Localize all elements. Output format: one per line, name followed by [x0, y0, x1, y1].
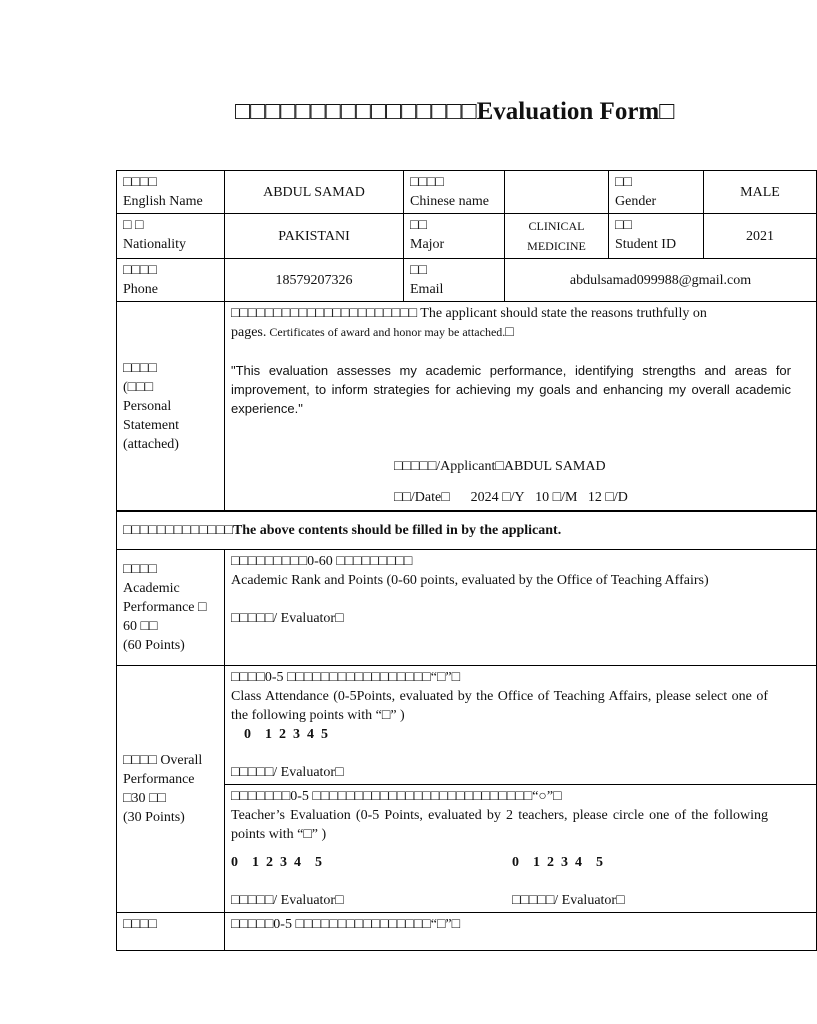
attendance-evaluator: □□□□□/ Evaluator□	[231, 764, 344, 780]
phone-label: □□□□ Phone	[117, 259, 225, 302]
row-applicant-note	[117, 511, 817, 549]
statement-instructions: □□□□□□□□□□□□□□□□□□□□□□ The applicant should state the reasons truthfully on	[231, 306, 707, 321]
applicant-signature: □□□□□/Applicant□ABDUL SAMAD	[394, 459, 606, 474]
major-label: □□ Major	[404, 214, 505, 259]
class-attendance-cell: □□□□0-5 □□□□□□□□□□□□□□□□□“□”□ Class Attendance (0-5Points, evaluated by the Office of Teaching Affairs, please select one of the following points with “□” ) 0 1 2 3 4 5 □□□□□/ Evaluator□	[225, 665, 817, 784]
evaluation-form-table	[116, 170, 817, 951]
teacher-evaluation-cell: □□□□□□□0-5 □□□□□□□□□□□□□□□□□□□□□□□□□□“○”□ Teacher’s Evaluation (0-5 Points, evaluated by 2 teachers, please circle one of the following points with “□” ) 0 1 2 3 4 5 0 1 2 3 4 5 □□□□□/ Evaluator□ □□□□□/ Evaluator□	[225, 784, 817, 912]
teacher-1-scale[interactable]: 0 1 2 3 4 5	[231, 854, 322, 870]
row-phone	[117, 259, 817, 302]
applicant-note: □□□□□□□□□□□□□The above contents should be filled in by the applicant.	[117, 511, 817, 549]
gender-label: □□ Gender	[609, 171, 704, 214]
email-value: abdulsamad099988@gmail.com	[505, 259, 817, 302]
form-title: □□□□□□□□□□□□□□□□Evaluation Form□	[235, 98, 675, 125]
teacher-2-scale[interactable]: 0 1 2 3 4 5	[512, 854, 603, 870]
academic-evaluator: □□□□□/ Evaluator□	[231, 610, 344, 626]
personal-statement-cell: □□□□□□□□□□□□□□□□□□□□□□ The applicant should state the reasons truthfully on pages. Certificates of award and honor may be attached.□ "This evaluation assesses my academic performance, identifying strengths and areas for improvement, to inform strategies for achieving my goals and enhancing my overall academic experience." □□□□□/Applicant□ABDUL SAMAD □□/Date□ 2024 □/Y 10 □/M 12 □/D	[225, 302, 817, 512]
english-name-value: ABDUL SAMAD	[225, 171, 404, 214]
email-label: □□ Email	[404, 259, 505, 302]
major-value: CLINICAL MEDICINE	[505, 214, 609, 259]
last-section-line: □□□□□0-5 □□□□□□□□□□□□□□□□“□”□	[225, 912, 817, 950]
phone-value: 18579207326	[225, 259, 404, 302]
chinese-name-value	[505, 171, 609, 214]
student-id-label: □□ Student ID	[609, 214, 704, 259]
personal-statement-text: "This evaluation assesses my academic performance, identifying strengths and areas for improvement, to inform strategies for achieving my goals and enhancing my overall academic experience."	[231, 363, 791, 416]
row-nationality	[117, 214, 817, 259]
attendance-scale[interactable]: 0 1 2 3 4 5	[244, 726, 328, 742]
overall-performance-label: □□□□ Overall Performance □30 □□ (30 Points)	[117, 665, 225, 912]
row-last-section	[117, 912, 817, 950]
academic-performance-cell: □□□□□□□□□0-60 □□□□□□□□□ Academic Rank and Points (0-60 points, evaluated by the Office of Teaching Affairs) □□□□□/ Evaluator□	[225, 549, 817, 665]
class-attendance-text: Class Attendance (0-5Points, evaluated by the Office of Teaching Affairs, please select one of the following points with “□” )	[231, 688, 768, 723]
academic-rank-line: Academic Rank and Points (0-60 points, evaluated by the Office of Teaching Affairs)	[231, 572, 709, 588]
personal-statement-label: □□□□ (□□□ Personal Statement (attached)	[117, 302, 225, 512]
last-section-label: □□□□	[117, 912, 225, 950]
teacher-evaluation-text: Teacher’s Evaluation (0-5 Points, evaluated by 2 teachers, please circle one of the following points with “□” )	[231, 807, 768, 842]
row-academic-performance	[117, 549, 817, 665]
statement-date: □□/Date□ 2024 □/Y 10 □/M 12 □/D	[394, 490, 628, 505]
nationality-label: □ □ Nationality	[117, 214, 225, 259]
teacher-2-evaluator: □□□□□/ Evaluator□	[512, 892, 625, 908]
gender-value: MALE	[704, 171, 817, 214]
nationality-value: PAKISTANI	[225, 214, 404, 259]
student-id-value: 2021	[704, 214, 817, 259]
row-english-name	[117, 171, 817, 214]
row-personal-statement	[117, 302, 817, 512]
english-name-label: □□□□ English Name	[117, 171, 225, 214]
chinese-name-label: □□□□ Chinese name	[404, 171, 505, 214]
academic-performance-label: □□□□ Academic Performance □ 60 □□ (60 Points)	[117, 549, 225, 665]
row-class-attendance	[117, 665, 817, 784]
teacher-1-evaluator: □□□□□/ Evaluator□	[231, 892, 344, 908]
